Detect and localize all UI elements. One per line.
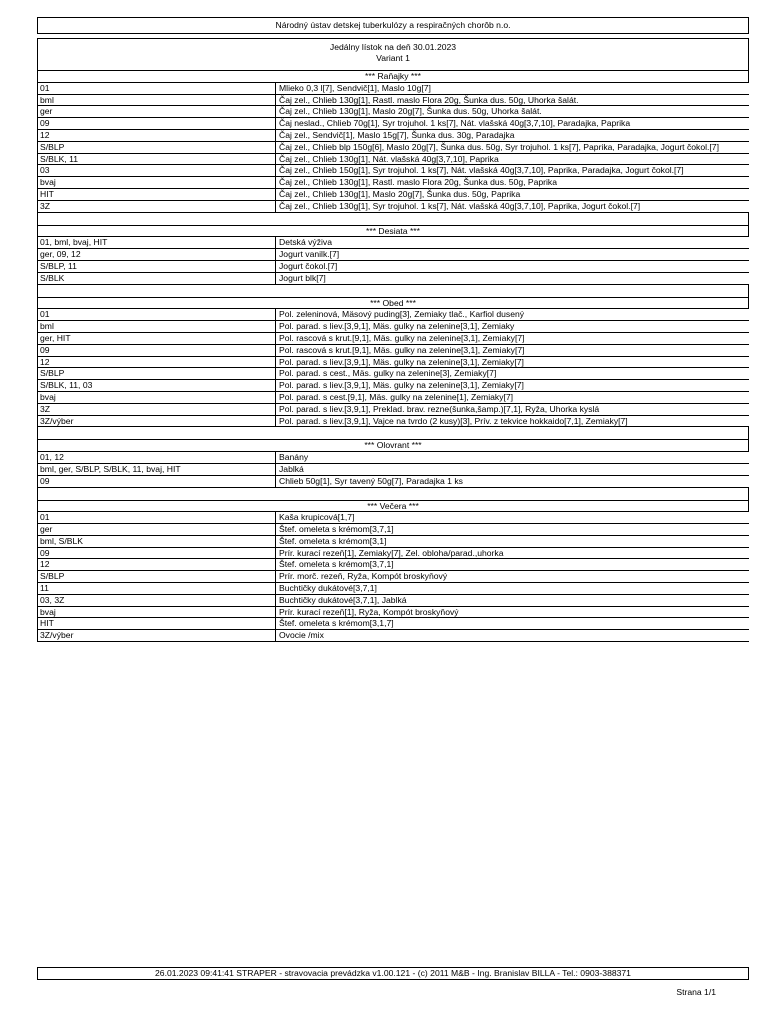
diet-code: 01 (37, 512, 275, 523)
diet-code: S/BLP (37, 368, 275, 379)
meal-description: Čaj zel., Chlieb 130g[1], Nát. vlašská 40g[3,7,10], Paprika (275, 154, 749, 165)
meal-description: Pol. parad. s liev.[3,9,1], Mäs. gulky na zelenine[3,1], Zemiaky (275, 321, 749, 332)
meal-description: Prír. kurací rezeň[1], Zemiaky[7], Zel. obloha/parad.,uhorka (275, 548, 749, 559)
menu-row (37, 476, 749, 488)
menu-row (37, 154, 749, 166)
meal-description: Buchtičky dukátové[3,7,1], Jablká (275, 595, 749, 606)
menu-row (37, 106, 749, 118)
diet-code: bvaj (37, 177, 275, 188)
menu-row (37, 595, 749, 607)
diet-code: 01, 12 (37, 452, 275, 463)
menu-row (37, 273, 749, 285)
menu-row (37, 607, 749, 619)
meal-description: Jogurt vanilk.[7] (275, 249, 749, 260)
diet-code: S/BLP (37, 571, 275, 582)
meal-description: Štef. omeleta s krémom[3,1] (275, 536, 749, 547)
menu-row (37, 416, 749, 428)
meal-description: Pol. parad. s cest.[9,1], Mäs. gulky na zelenine[1], Zemiaky[7] (275, 392, 749, 403)
meal-description: Jogurt blk[7] (275, 273, 749, 284)
menu-row (37, 512, 749, 524)
meal-description: Kaša krupicová[1,7] (275, 512, 749, 523)
diet-code: 09 (37, 118, 275, 129)
institution-header (37, 17, 749, 34)
menu-row (37, 118, 749, 130)
diet-code: 01, bml, bvaj, HIT (37, 237, 275, 248)
meal-description: Pol. parad. s cest., Mäs. gulky na zelenine[3], Zemiaky[7] (275, 368, 749, 379)
menu-row (37, 249, 749, 261)
meal-description: Jogurt čokol.[7] (275, 261, 749, 272)
section-header: *** Obed *** (37, 298, 749, 310)
diet-code: 09 (37, 345, 275, 356)
menu-variant: Variant 1 (376, 53, 410, 63)
diet-code: bvaj (37, 392, 275, 403)
diet-code: 03 (37, 165, 275, 176)
menu-row (37, 536, 749, 548)
diet-code: 11 (37, 583, 275, 594)
menu-title-box (37, 38, 749, 71)
diet-code: ger (37, 106, 275, 117)
meal-description: Pol. zeleninová, Mäsový puding[3], Zemiaky tlač., Karfiol dusený (275, 309, 749, 320)
diet-code: bml (37, 321, 275, 332)
meal-description: Pol. parad. s liev.[3,9,1], Preklad. brav. rezne(šunka,šamp.)[7,1], Ryža, Uhorka kyslá (275, 404, 749, 415)
diet-code: bvaj (37, 607, 275, 618)
meal-description: Chlieb 50g[1], Syr tavený 50g[7], Paradajka 1 ks (275, 476, 749, 487)
menu-row (37, 261, 749, 273)
diet-code: 03, 3Z (37, 595, 275, 606)
meal-description: Prír. morč. rezeň, Ryža, Kompót broskyňový (275, 571, 749, 582)
meal-description: Jablká (275, 464, 749, 475)
diet-code: 3Z/výber (37, 630, 275, 641)
diet-code: 3Z (37, 404, 275, 415)
menu-row (37, 357, 749, 369)
section-header: *** Večera *** (37, 501, 749, 513)
meal-description: Čaj zel., Sendvič[1], Maslo 15g[7], Šunka dus. 30g, Paradajka (275, 130, 749, 141)
meal-description: Štef. omeleta s krémom[3,1,7] (275, 618, 749, 629)
menu-row (37, 524, 749, 536)
menu-row (37, 165, 749, 177)
section-spacer (37, 427, 749, 440)
meal-description: Detská výživa (275, 237, 749, 248)
menu-table (37, 71, 749, 642)
menu-row (37, 548, 749, 560)
diet-code: 09 (37, 548, 275, 559)
menu-row (37, 237, 749, 249)
menu-row (37, 618, 749, 630)
section-header: *** Desiata *** (37, 226, 749, 238)
menu-row (37, 83, 749, 95)
diet-code: 01 (37, 309, 275, 320)
meal-description: Čaj neslad., Chlieb 70g[1], Syr trojuhol. 1 ks[7], Nát. vlašská 40g[3,7,10], Paradajka, Paprika (275, 118, 749, 129)
diet-code: ger, HIT (37, 333, 275, 344)
section-header: *** Raňajky *** (37, 71, 749, 83)
menu-row (37, 333, 749, 345)
diet-code: 3Z (37, 201, 275, 212)
diet-code: ger, 09, 12 (37, 249, 275, 260)
diet-code: bml, S/BLK (37, 536, 275, 547)
menu-row (37, 142, 749, 154)
menu-row (37, 452, 749, 464)
menu-row (37, 95, 749, 107)
meal-description: Mlieko 0,3 l[7], Sendvič[1], Maslo 10g[7] (275, 83, 749, 94)
diet-code: 12 (37, 130, 275, 141)
diet-code: 12 (37, 559, 275, 570)
menu-row (37, 189, 749, 201)
institution-name: Národný ústav detskej tuberkulózy a respiračných chorôb n.o. (275, 20, 511, 30)
menu-row (37, 571, 749, 583)
meal-description: Čaj zel., Chlieb 150g[1], Syr trojuhol. 1 ks[7], Nát. vlašská 40g[3,7,10], Paprika, Paradajka, Jogurt čokol.[7] (275, 165, 749, 176)
footer (37, 967, 749, 980)
section-spacer (37, 488, 749, 501)
diet-code: S/BLK, 11 (37, 154, 275, 165)
diet-code: S/BLK, 11, 03 (37, 380, 275, 391)
meal-description: Štef. omeleta s krémom[3,7,1] (275, 524, 749, 535)
menu-row (37, 404, 749, 416)
section-spacer (37, 213, 749, 226)
diet-code: HIT (37, 189, 275, 200)
diet-code: ger (37, 524, 275, 535)
meal-description: Pol. rascová s krut.[9,1], Mäs. gulky na zelenine[3,1], Zemiaky[7] (275, 345, 749, 356)
diet-code: 01 (37, 83, 275, 94)
section-spacer (37, 285, 749, 298)
menu-row (37, 630, 749, 642)
menu-row (37, 583, 749, 595)
menu-row (37, 392, 749, 404)
page-number: Strana 1/1 (676, 987, 716, 997)
diet-code: S/BLP, 11 (37, 261, 275, 272)
meal-description: Čaj zel., Chlieb 130g[1], Syr trojuhol. 1 ks[7], Nát. vlašská 40g[3,7,10], Paprika, Jogurt čokol.[7] (275, 201, 749, 212)
meal-description: Štef. omeleta s krémom[3,7,1] (275, 559, 749, 570)
menu-row (37, 345, 749, 357)
diet-code: 12 (37, 357, 275, 368)
meal-description: Ovocie /mix (275, 630, 749, 641)
meal-description: Banány (275, 452, 749, 463)
menu-row (37, 380, 749, 392)
menu-row (37, 201, 749, 213)
meal-description: Prír. kurací rezeň[1], Ryža, Kompót broskyňový (275, 607, 749, 618)
meal-description: Pol. parad. s liev.[3,9,1], Vajce na tvrdo (2 kusy)[3], Prív. z tekvice hokkaido[7,1], Zemiaky[7] (275, 416, 749, 427)
diet-code: bml, ger, S/BLP, S/BLK, 11, bvaj, HIT (37, 464, 275, 475)
diet-code: S/BLP (37, 142, 275, 153)
menu-row (37, 368, 749, 380)
diet-code: 09 (37, 476, 275, 487)
meal-description: Pol. rascová s krut.[9,1], Mäs. gulky na zelenine[3,1], Zemiaky[7] (275, 333, 749, 344)
menu-title: Jedálny lístok na deň 30.01.2023 (329, 42, 457, 52)
diet-code: bml (37, 95, 275, 106)
menu-row (37, 177, 749, 189)
menu-row (37, 559, 749, 571)
diet-code: HIT (37, 618, 275, 629)
meal-description: Čaj zel., Chlieb 130g[1], Maslo 20g[7], Šunka dus. 50g, Paprika (275, 189, 749, 200)
meal-description: Buchtičky dukátové[3,7,1] (275, 583, 749, 594)
diet-code: S/BLK (37, 273, 275, 284)
meal-description: Čaj zel., Chlieb blp 150g[6], Maslo 20g[7], Šunka dus. 50g, Syr trojuhol. 1 ks[7], Paprika, Paradajka, Jogurt čokol.[7] (275, 142, 749, 153)
menu-row (37, 464, 749, 476)
meal-description: Čaj zel., Chlieb 130g[1], Rastl. maslo Flora 20g, Šunka dus. 50g, Uhorka šalát. (275, 95, 749, 106)
section-header: *** Olovrant *** (37, 440, 749, 452)
meal-description: Pol. parad. s liev.[3,9,1], Mäs. gulky na zelenine[3,1], Zemiaky[7] (275, 380, 749, 391)
menu-row (37, 309, 749, 321)
meal-description: Pol. parad. s liev.[3,9,1], Mäs. gulky na zelenine[3,1], Zemiaky[7] (275, 357, 749, 368)
menu-row (37, 321, 749, 333)
footer-text: 26.01.2023 09:41:41 STRAPER - stravovacia prevádzka v1.00.121 - (c) 2011 M&B - Ing. Branislav BILLA - Tel.: 0903-388371 (155, 968, 631, 978)
meal-description: Čaj zel., Chlieb 130g[1], Maslo 20g[7], Šunka dus. 50g, Uhorka šalát. (275, 106, 749, 117)
diet-code: 3Z/výber (37, 416, 275, 427)
meal-description: Čaj zel., Chlieb 130g[1], Rastl. maslo Flora 20g, Šunka dus. 50g, Paprika (275, 177, 749, 188)
menu-row (37, 130, 749, 142)
